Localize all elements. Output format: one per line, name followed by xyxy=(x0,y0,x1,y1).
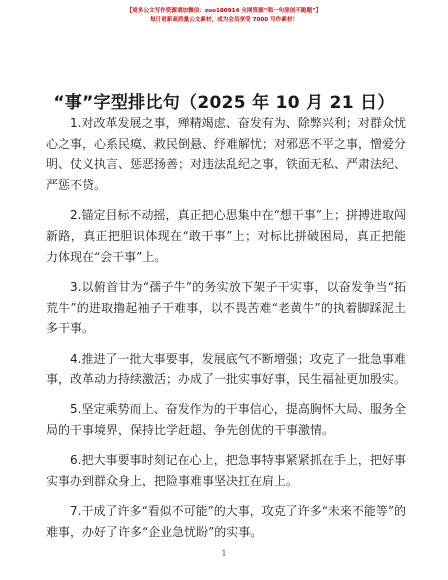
paragraph-text: 锚定目标不动摇，真正把心思集中在“想干事”上；拼搏进取闯新路，真正把胆识体现在“敢干事”上；对标比拼破困局，真正把能力体现在“会干事”上。 xyxy=(46,208,406,264)
banner-line-1: 【更多公文写作资源请加微信：zuo180914 全网资源“唱一句原创不跑题”】 xyxy=(126,8,322,14)
paragraph-number: 2. xyxy=(70,208,82,223)
paragraph-4 xyxy=(46,349,406,390)
paragraph-3 xyxy=(46,277,406,339)
banner-line-2: 每日更新高质量公文素材，成为会员享受 7000 写作素材！ xyxy=(149,17,299,23)
paragraph-number: 5. xyxy=(70,402,82,417)
paragraph-2 xyxy=(46,205,406,267)
page-number: 1 xyxy=(221,549,227,558)
paragraph-text: 对改革发展之事，殚精竭虑、奋发有为、除弊兴利；对群众忧心之事，心系民瘼、救民倒悬、纾难解忧；对邪恶不平之事，憎爱分明、仗义执言、惩恶扬善；对违法乱纪之事，铁面无私、严肃法纪、严惩不贷。 xyxy=(46,116,407,193)
paragraph-text: 以俯首甘为“孺子牛”的务实放下架子干实事，以奋发争当“拓荒牛”的进取撸起袖子干难事，以不畏苦难“老黄牛”的执着脚踩泥土多干事。 xyxy=(46,279,406,336)
document-body xyxy=(46,113,406,552)
paragraph-text: 推进了一批大事要事，发展底气不断增强；攻克了一批急事难事，改革动力持续激活；办成了一批实事好事，民生福祉更加殷实。 xyxy=(46,351,407,387)
document-title: “事”字型排比句（2025 年 10 月 21 日） xyxy=(53,93,395,113)
paragraph-1 xyxy=(46,113,406,196)
paragraph-6 xyxy=(46,450,406,491)
paragraph-number: 7. xyxy=(70,504,82,519)
header-banner xyxy=(95,7,353,25)
paragraph-number: 4. xyxy=(70,351,82,366)
paragraph-text: 坚定乘势而上、奋发作为的干事信心，提高胸怀大局、服务全局的干事境界，保持比学赶超、争先创优的干事激情。 xyxy=(46,402,406,438)
paragraph-7 xyxy=(46,501,406,542)
paragraph-number: 3. xyxy=(70,279,82,294)
paragraph-number: 6. xyxy=(70,453,82,468)
paragraph-number: 1. xyxy=(70,116,82,130)
paragraph-text: 把大事要事时刻记在心上，把急事特事紧紧抓在手上，把好事实事办到群众身上，把险事难事坚决扛在肩上。 xyxy=(46,453,406,489)
paragraph-text: 干成了许多“看似不可能”的大事，攻克了许多“未来不能等”的难事，办好了许多“企业急忧盼”的实事。 xyxy=(46,504,406,539)
paragraph-5 xyxy=(46,399,406,440)
